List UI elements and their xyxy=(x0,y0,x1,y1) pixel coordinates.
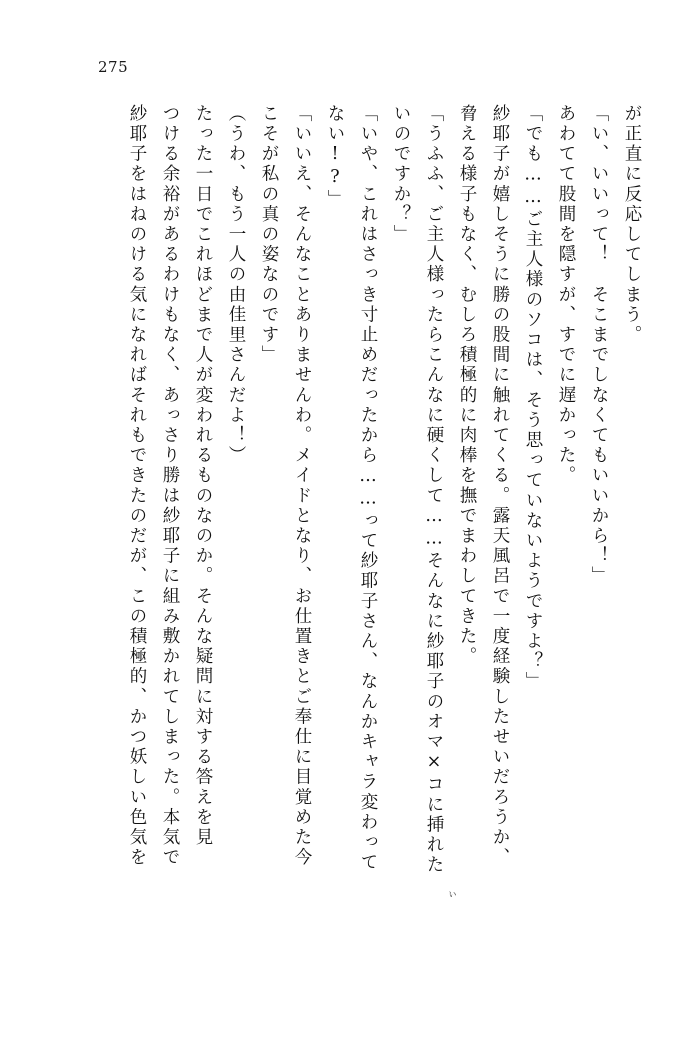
page-number: 275 xyxy=(98,58,129,76)
text-column: あわてて股間を隠すが、すでに遅かった。 xyxy=(556,104,576,486)
text-column: 紗耶子をはねのける気になればそれもできたのだが、この積極的、かつ妖しい色気を xyxy=(127,104,147,868)
vertical-text-body xyxy=(60,104,640,984)
text-column: 「い、いいって！ そこまでしなくてもいいから！」 xyxy=(589,104,609,587)
text-column: 「うふふ、ご主人様ったらこんなに硬くして……そんなに紗耶子のオマ×コに挿れた xyxy=(424,104,444,876)
text-column: こそが私の真の姿なのです」 xyxy=(259,104,279,366)
text-column: 紗耶子が嬉しそうに勝の股間に触れてくる。露天風呂で一度経験したせいだろうか、 xyxy=(490,104,510,868)
text-column: つける余裕があるわけもなく、あっさり勝は紗耶子に組み敷かれてしまった。本気で xyxy=(160,104,180,868)
text-column: たった一日でこれほどまで人が変われるものなのか。そんな疑問に対する答えを見 xyxy=(193,104,213,848)
text-column: ない!?」 xyxy=(325,104,345,210)
text-column: 脅える様子もなく、むしろ積極的に肉棒を撫でまわしてきた。 xyxy=(457,104,477,667)
text-column: 「でも……ご主人様のソコは、そう思っていないようですよ？」 xyxy=(523,104,543,692)
text-column: 「いいえ、そんなことありませんわ。メイドとなり、お仕置きとご奉仕に目覚めた今 xyxy=(292,104,312,868)
text-column: が正直に反応してしまう。 xyxy=(622,104,642,346)
text-column: 「いや、これはさっき寸止めだったから……って紗耶子さん、なんかキャラ変わって xyxy=(358,104,378,873)
text-column: （うわ、もう一人の由佳里さんだよ！） xyxy=(226,104,246,466)
ruby-annotation: い xyxy=(448,890,457,898)
text-column: いのですか？」 xyxy=(391,104,411,245)
